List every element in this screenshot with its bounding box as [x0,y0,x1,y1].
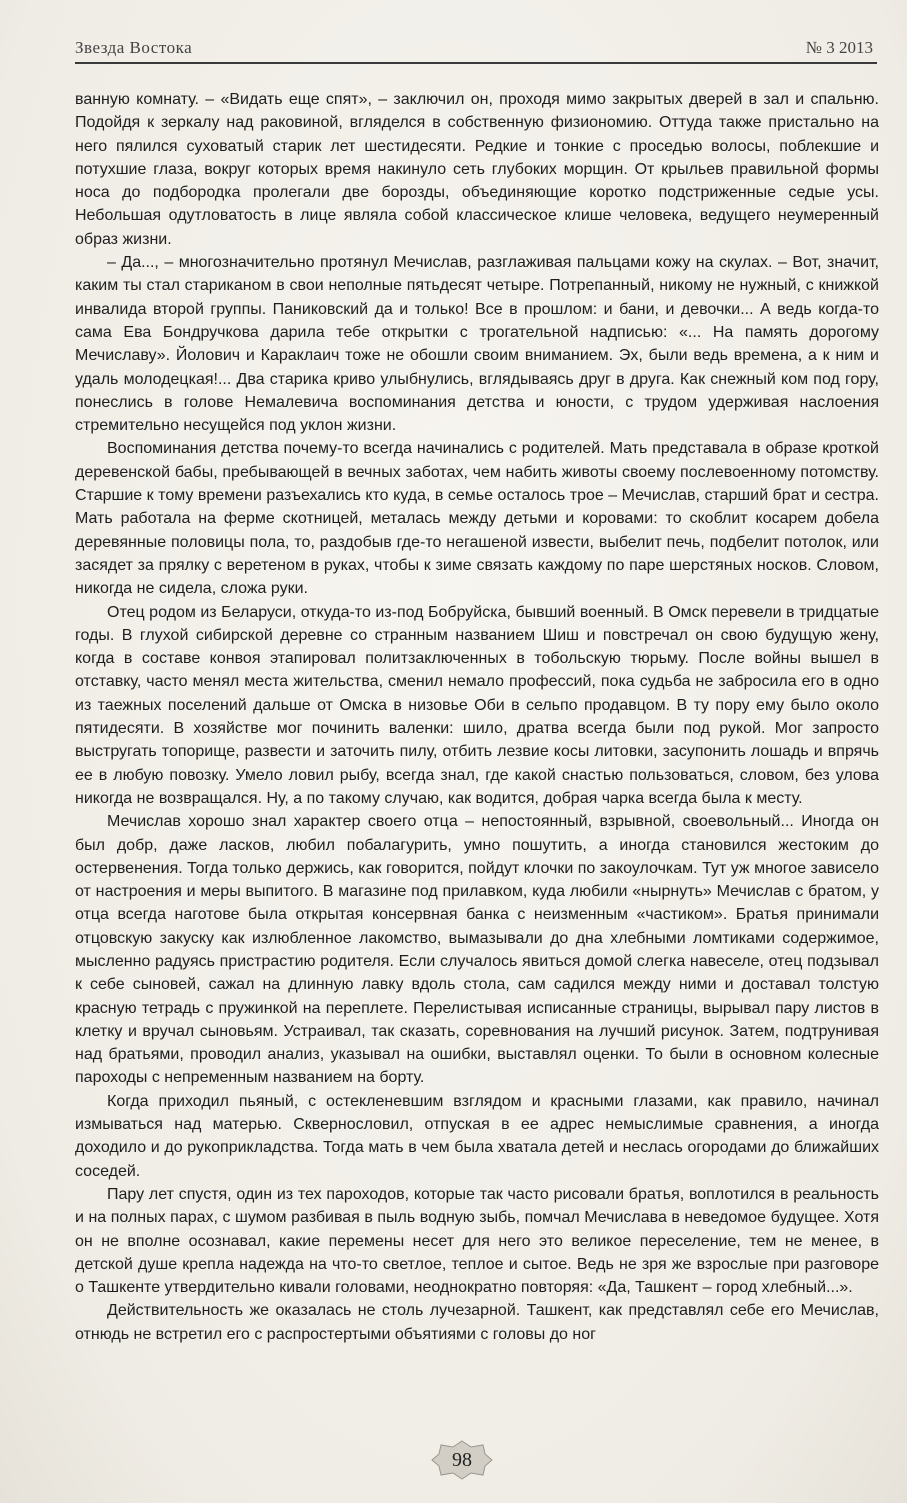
article-body [75,88,879,1346]
page-number: 98 [452,1449,472,1471]
paragraph: Действительность же оказалась не столь лучезарной. Ташкент, как представлял себе его Мечислав, отнюдь не встретил его с распростертыми объятиями с головы до ног [75,1302,879,1343]
paragraph: ванную комнату. – «Видать еще спят», – заключил он, проходя мимо закрытых дверей в зал и спальню. Подойдя к зеркалу над раковиной, вгляделся в собственную физиономию. Оттуда также пристально на него пялился суховатый старик лет шестидесяти. Редкие и тонкие с проседью волосы, поблекшие и потухшие глаза, вокруг которых время накинуло сеть глубоких морщин. От крыльев правильной формы носа до подбородка пролегали две борозды, объединяющие коротко подстриженные седые усы. Небольшая одутловатость в лице являла собой классическое клише человека, ведущего неумеренный образ жизни. [75,91,879,248]
paragraph: – Да..., – многозначительно протянул Мечислав, разглаживая пальцами кожу на скулах. – Вот, значит, каким ты стал стариканом в свои неполные пятьдесят четыре. Потрепанный, никому не нужный, с книжкой инвалида второй группы. Паниковский да и только! Все в прошлом: и бани, и девочки... А ведь когда-то сама Ева Бондручкова дарила тебе открытки с трогательной надписью: «... На память дорогому Мечиславу». Йолович и Караклаич тоже не обошли своим вниманием. Эх, были ведь времена, а к ним и удаль молодецкая!... Два старика криво улыбнулись, вглядываясь друг в друга. Как снежный ком под гору, понеслись в голове Немалевича воспоминания детства и юности, с трудом удерживая наслоения стремительно несущейся под уклон жизни. [75,254,879,435]
paragraph: Пару лет спустя, один из тех пароходов, которые так часто рисовали братья, воплотился в реальность и на полных парах, с шумом разбивая в пыль водную зыбь, помчал Мечислава в неведомое будущее. Хотя он не вполне осознавал, какие перемены несет для него это великое переселение, тем не менее, в детской душе крепла надежда на что-то светлое, теплое и сытое. Ведь не зря же взрослые при разговоре о Ташкенте утвердительно кивали головами, неоднократно повторяя: «Да, Ташкент – город хлебный...». [75,1185,879,1297]
journal-title: Звезда Востока [75,38,193,57]
running-header [75,36,877,64]
paragraph: Когда приходил пьяный, с остекленевшим взглядом и красными глазами, как правило, начинал измываться над матерью. Сквернословил, отпуская в ее адрес немыслимые сравнения, а иногда доходило и до рукоприкладства. Тогда мать в чем была хватала детей и неслась огородами до ближайших соседей. [75,1092,879,1180]
issue-number: № 3 2013 [805,38,873,57]
paragraph: Мечислав хорошо знал характер своего отца – непостоянный, взрывной, своевольный... Иногда он был добр, даже ласков, любил побалагурить, умно пошутить, а иногда становился жестоким до остервенения. Тогда только держись, как говорится, пойдут клочки по закоулочкам. Тут уж многое зависело от настроения и меры выпитого. В магазине под прилавком, куда любили «нырнуть» Мечислав с братом, у отца всегда наготове была открытая консервная банка с неизменным «частиком». Братья принимали отцовскую закуску как излюбленное лакомство, вымазывали до дна хлебными ломтиками содержимое, мысленно радуясь пристрастию родителя. Если случалось явиться домой слегка навеселе, отец подзывал к себе сыновей, сажал на длинную лавку вдоль стола, сам садился между ними и доставал толстую красную тетрадь с пружинкой на переплете. Перелистывая исписанные страницы, вырывал пару листов в клетку и вручал сыновьям. Устраивал, так сказать, соревнования на лучший рисунок. Затем, подтрунивая над братьями, проводил анализ, указывал на ошибки, выставлял оценки. То были в основном колесные пароходы с непременным названием на борту. [75,813,879,1087]
paragraph: Воспоминания детства почему-то всегда начинались с родителей. Мать представала в образе кроткой деревенской бабы, пребывающей в вечных заботах, чем набить животы своему послевоенному потомству. Старшие к тому времени разъехались кто куда, в семье осталось трое – Мечислав, старший брат и сестра. Мать работала на ферме скотницей, металась между детьми и коровами: то скоблит косарем добела деревянные половицы пола, то, раздобыв где-то негашеной извести, выбелит печь, подбелит потолок, или засядет за прялку с веретеном в руках, чтобы к зиме связать каждому по паре шерстяных носков. Словом, никогда не сидела, сложа руки. [75,440,879,598]
page-number-badge [431,1440,493,1480]
page-footer [0,1440,907,1480]
paragraph: Отец родом из Беларуси, откуда-то из-под Бобруйска, бывший военный. В Омск перевели в тридцатые годы. В глухой сибирской деревне со странным названием Шиш и повстречал он свою будущую жену, когда в составе конвоя этапировал политзаключенных в тобольскую тюрьму. После войны вышел в отставку, часто менял места жительства, сменил немало профессий, пока судьба не забросила его в одно из таежных поселений дальше от Омска в низовье Оби в сельпо продавцом. В ту пору ему было около пятидесяти. В хозяйстве мог починить валенки: шило, дратва всегда были под рукой. Мог запросто выстругать топорище, развести и заточить пилу, отбить лезвие косы литовки, засупонить лошадь и впрячь ее в любую повозку. Умело ловил рыбу, всегда знал, где какой снастью пользоваться, словом, без улова никогда не возвращался. Ну, а по такому случаю, как водится, добрая чарка всегда была к месту. [75,603,879,807]
